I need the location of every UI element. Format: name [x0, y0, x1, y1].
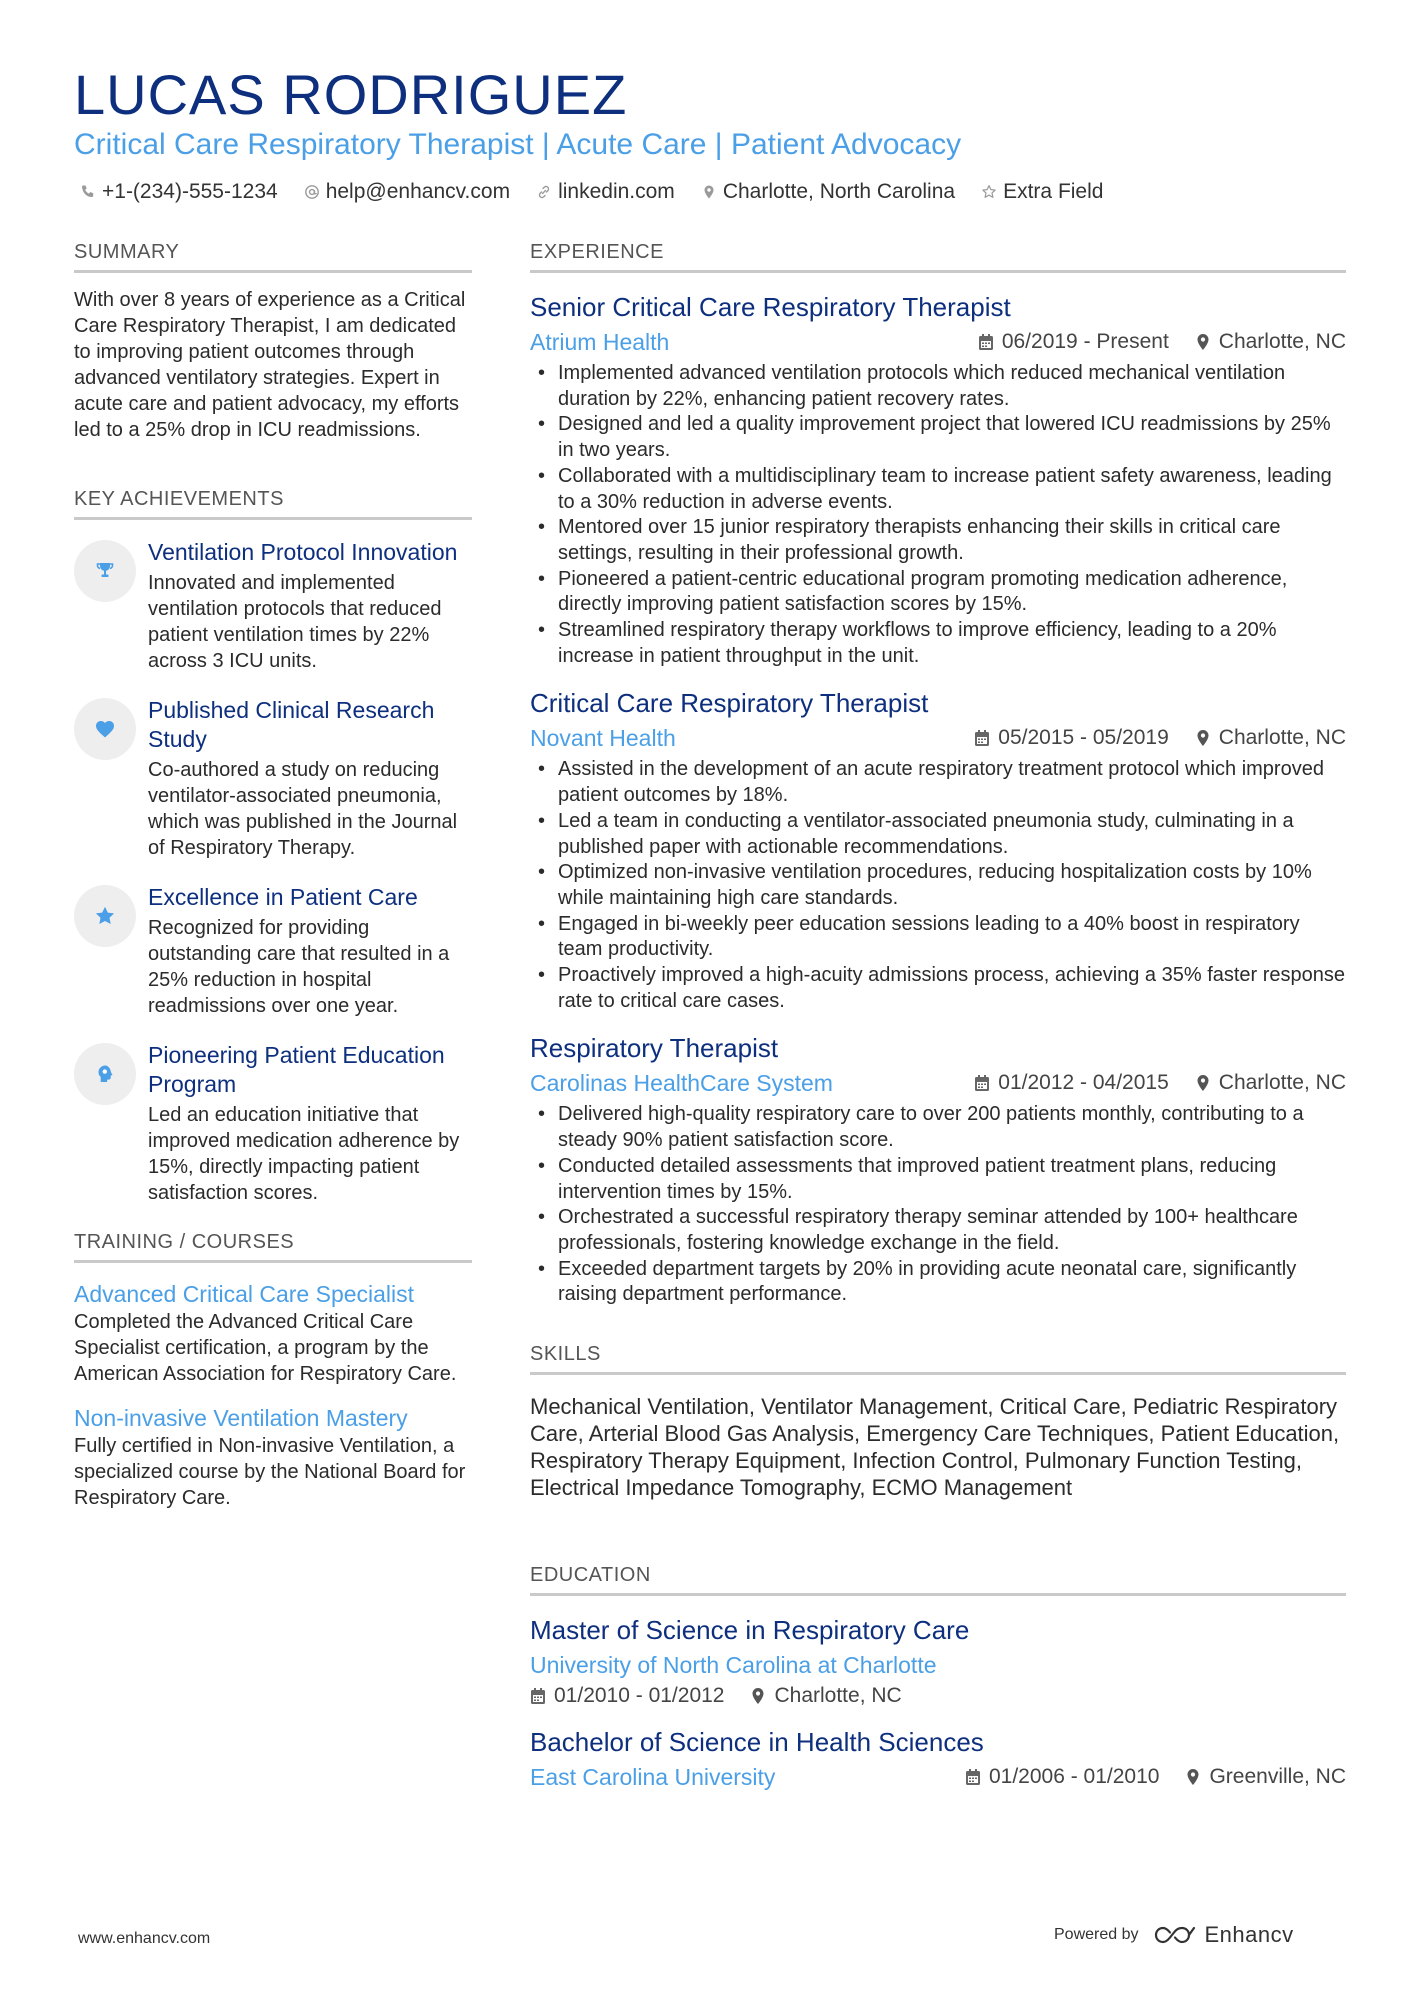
job-bullets	[530, 1102, 1346, 1308]
job-bullet: • Streamlined respiratory therapy workflows to improve efficiency, leading to a 20% increase in patient throughput in the unit.	[530, 618, 1346, 669]
job-bullet: • Proactively improved a high-acuity admissions process, achieving a 35% faster response rate to critical care cases.	[530, 963, 1346, 1014]
job-title: Critical Care Respiratory Therapist	[530, 688, 929, 719]
education-school: University of North Carolina at Charlotte	[530, 1652, 937, 1679]
at-icon	[304, 184, 320, 200]
job-location-text: Charlotte, NC	[1218, 726, 1346, 750]
education-title: EDUCATION	[530, 1563, 1346, 1596]
job-location	[1195, 330, 1346, 354]
job-entry	[530, 687, 1346, 1014]
skills-title: SKILLS	[530, 1342, 1346, 1375]
contact-email[interactable]	[304, 178, 510, 206]
contact-linkedin[interactable]	[536, 178, 675, 206]
summary-section	[74, 240, 472, 443]
job-bullet: • Engaged in bi-weekly peer education sessions leading to a 40% boost in respiratory team productivity.	[530, 912, 1346, 963]
achievement-title: Excellence in Patient Care	[148, 884, 418, 910]
achievements-title: KEY ACHIEVEMENTS	[74, 487, 472, 520]
job-entry	[530, 1032, 1346, 1308]
contact-extra	[981, 178, 1103, 206]
achievements-section	[74, 487, 472, 1206]
job-bullet: • Orchestrated a successful respiratory therapy seminar attended by 100+ healthcare professionals, fostering knowledge exchange in the field.	[530, 1205, 1346, 1256]
contact-email-text: help@enhancv.com	[325, 180, 511, 203]
education-entry	[530, 1726, 1346, 1792]
job-bullet: • Assisted in the development of an acute respiratory treatment protocol which improved patient outcomes by 18%.	[530, 757, 1346, 808]
education-entry	[530, 1614, 1346, 1708]
location-pin-icon	[1195, 1074, 1211, 1092]
course-item	[74, 1403, 472, 1511]
experience-section	[530, 240, 1346, 1308]
experience-title: EXPERIENCE	[530, 240, 1346, 273]
job-bullet: • Pioneered a patient-centric educational program promoting medication adherence, directly improving patient satisfaction scores by 15%.	[530, 567, 1346, 618]
location-pin-icon	[1195, 333, 1211, 351]
star-icon	[74, 885, 136, 947]
job-dates	[974, 1071, 1168, 1095]
achievement-title: Published Clinical Research Study	[148, 697, 435, 752]
job-entry	[530, 291, 1346, 669]
contact-location	[701, 178, 955, 206]
contact-linkedin-text: linkedin.com	[558, 180, 675, 203]
head-brain-icon	[74, 1043, 136, 1105]
candidate-name: LUCAS RODRIGUEZ	[74, 63, 628, 126]
job-location	[1195, 726, 1346, 750]
summary-text: With over 8 years of experience as a Critical Care Respiratory Therapist, I am dedicated to improving patient outcomes through advanced ventilatory strategies. Expert in acute care and patient advocacy, my efforts led to a 25% drop in ICU readmissions.	[74, 289, 466, 441]
location-pin-icon	[701, 184, 717, 200]
courses-section	[74, 1230, 472, 1511]
achievement-desc: Led an education initiative that improved medication adherence by 15%, directly impacting patient satisfaction scores.	[148, 1104, 460, 1204]
education-dates	[965, 1765, 1159, 1789]
footer-branding	[1054, 1922, 1294, 1948]
infinity-logo-icon	[1151, 1923, 1197, 1947]
achievement-item	[74, 696, 472, 861]
calendar-icon	[965, 1768, 981, 1786]
footer-website[interactable]: www.enhancv.com	[78, 1930, 211, 1947]
education-section	[530, 1563, 1346, 1792]
job-bullet: • Mentored over 15 junior respiratory therapists enhancing their skills in critical care settings, resulting in their professional growth.	[530, 515, 1346, 566]
job-location	[1195, 1071, 1346, 1095]
job-bullet: • Optimized non-invasive ventilation procedures, reducing hospitalization costs by 10% while maintaining high care standards.	[530, 860, 1346, 911]
education-location-text: Charlotte, NC	[774, 1684, 902, 1708]
job-bullets	[530, 757, 1346, 1014]
job-company: Novant Health	[530, 725, 676, 752]
contact-bar	[80, 178, 1103, 206]
brand-name: Enhancv	[1204, 1922, 1294, 1947]
calendar-icon	[530, 1687, 546, 1705]
calendar-icon	[974, 729, 990, 747]
job-company: Atrium Health	[530, 329, 670, 355]
contact-phone[interactable]	[80, 178, 278, 206]
star-outline-icon	[981, 184, 997, 200]
achievement-title: Ventilation Protocol Innovation	[148, 539, 458, 565]
job-bullet: • Designed and led a quality improvement project that lowered ICU readmissions by 25% in two years.	[530, 412, 1346, 463]
job-dates-text: 06/2019 - Present	[1001, 330, 1169, 353]
education-dates	[530, 1684, 724, 1708]
job-dates-text: 01/2012 - 04/2015	[998, 1071, 1169, 1095]
location-pin-icon	[750, 1687, 766, 1705]
link-icon	[536, 184, 552, 200]
achievement-desc: Innovated and implemented ventilation protocols that reduced patient ventilation times by 22% across 3 ICU units.	[148, 572, 442, 672]
location-pin-icon	[1185, 1768, 1201, 1786]
job-bullet: • Led a team in conducting a ventilator-associated pneumonia study, culminating in a published paper with actionable recommendations.	[530, 809, 1346, 860]
calendar-icon	[974, 1074, 990, 1092]
summary-title: SUMMARY	[74, 240, 472, 273]
contact-location-text: Charlotte, North Carolina	[722, 180, 956, 203]
job-bullet: • Exceeded department targets by 20% in providing acute neonatal care, significantly raising department performance.	[530, 1257, 1346, 1308]
course-desc: Completed the Advanced Critical Care Specialist certification, a program by the American Association for Respiratory Care.	[74, 1311, 457, 1385]
education-location-text: Greenville, NC	[1209, 1765, 1346, 1789]
education-dates-text: 01/2006 - 01/2010	[988, 1765, 1160, 1789]
job-dates	[978, 330, 1169, 354]
job-title: Senior Critical Care Respiratory Therapist	[530, 292, 1011, 322]
course-item	[74, 1279, 472, 1387]
job-bullet: • Implemented advanced ventilation protocols which reduced mechanical ventilation duration by 22%, enhancing patient recovery rates.	[530, 361, 1346, 412]
skills-text: Mechanical Ventilation, Ventilator Management, Critical Care, Pediatric Respiratory Care, Arterial Blood Gas Analysis, Emergency Care Techniques, Patient Education, Respiratory Therapy Equipment, Infection Control, Pulmonary Function Testing, Electrical Impedance Tomography, ECMO Management	[530, 1394, 1340, 1501]
achievement-item	[74, 1041, 472, 1206]
job-company: Carolinas HealthCare System	[530, 1070, 833, 1097]
education-degree: Bachelor of Science in Health Sciences	[530, 1727, 984, 1758]
calendar-icon	[978, 333, 994, 351]
education-school: East Carolina University	[530, 1764, 776, 1791]
education-degree: Master of Science in Respiratory Care	[530, 1615, 970, 1646]
brand-logo[interactable]	[1151, 1922, 1294, 1948]
achievement-title: Pioneering Patient Education Program	[148, 1042, 445, 1097]
course-title: Advanced Critical Care Specialist	[74, 1281, 415, 1307]
achievement-desc: Co-authored a study on reducing ventilator-associated pneumonia, which was published in the Journal of Respiratory Therapy.	[148, 759, 458, 859]
trophy-icon	[74, 540, 136, 602]
job-dates-text: 05/2015 - 05/2019	[998, 726, 1169, 750]
job-location-text: Charlotte, NC	[1218, 330, 1346, 353]
contact-extra-text: Extra Field	[1003, 180, 1104, 203]
job-bullets	[530, 361, 1346, 669]
contact-phone-text: +1-(234)-555-1234	[102, 180, 278, 203]
education-location	[1185, 1765, 1346, 1789]
education-location	[750, 1684, 901, 1708]
job-bullet: • Conducted detailed assessments that improved patient treatment plans, reducing intervention times by 15%.	[530, 1154, 1346, 1205]
education-dates-text: 01/2010 - 01/2012	[554, 1684, 725, 1708]
course-title: Non-invasive Ventilation Mastery	[74, 1405, 408, 1431]
phone-icon	[80, 184, 96, 200]
achievement-desc: Recognized for providing outstanding care that resulted in a 25% reduction in hospital readmissions over one year.	[148, 917, 450, 1017]
job-title: Respiratory Therapist	[530, 1033, 779, 1064]
candidate-headline: Critical Care Respiratory Therapist | Acute Care | Patient Advocacy	[74, 128, 962, 161]
job-location-text: Charlotte, NC	[1218, 1071, 1346, 1095]
job-dates	[974, 726, 1168, 750]
job-bullet: • Delivered high-quality respiratory care to over 200 patients monthly, contributing to a steady 90% patient satisfaction score.	[530, 1102, 1346, 1153]
achievement-item	[74, 538, 472, 674]
course-desc: Fully certified in Non-invasive Ventilation, a specialized course by the National Board for Respiratory Care.	[74, 1435, 466, 1509]
location-pin-icon	[1195, 729, 1211, 747]
courses-title: TRAINING / COURSES	[74, 1230, 472, 1263]
skills-section	[530, 1342, 1346, 1501]
left-column	[74, 240, 472, 1511]
job-bullet: • Collaborated with a multidisciplinary team to increase patient safety awareness, leading to a 30% reduction in adverse events.	[530, 464, 1346, 515]
achievement-item	[74, 883, 472, 1019]
heart-icon	[74, 698, 136, 760]
right-column	[530, 240, 1346, 1792]
powered-by-text: Powered by	[1054, 1926, 1139, 1943]
